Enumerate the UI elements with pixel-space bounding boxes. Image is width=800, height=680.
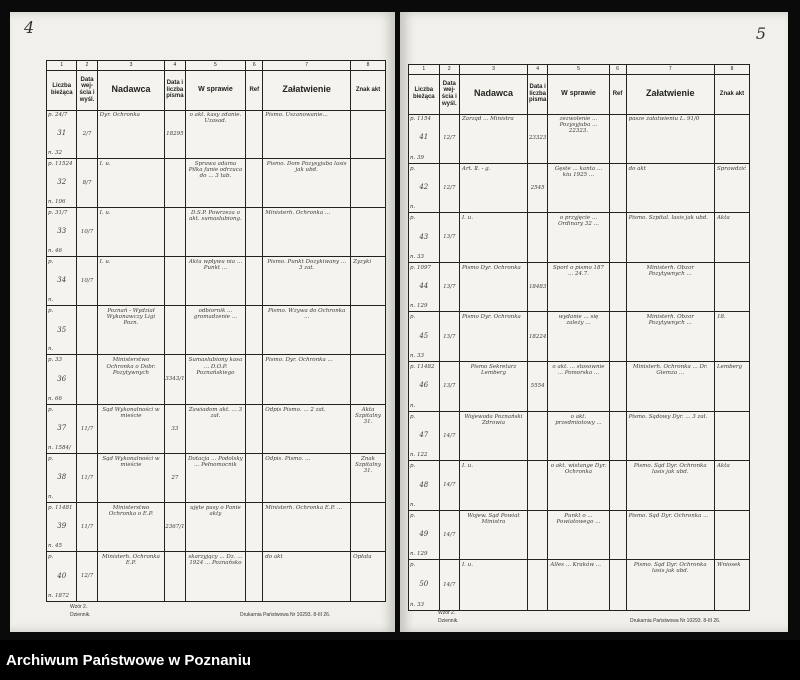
entry-subject: Akta wpływu nia ... Punkt ...: [186, 257, 247, 305]
entry-p: p.: [48, 455, 54, 462]
column-number: 1: [47, 61, 77, 70]
column-header: Załatwienie: [627, 74, 715, 114]
entry-p: p. 1097: [410, 264, 432, 271]
entry-date: 13/7: [440, 213, 460, 262]
entry-date: 14/7: [440, 560, 460, 610]
entry-subject: Dotacja ... Podolsky ... Pełnomocnik: [186, 454, 247, 502]
entry-resolution: Pismo. Wzywa do Ochronka ...: [263, 306, 351, 354]
entry-ref: [610, 362, 627, 411]
entry-sender: Ministerstwo Ochronka o E.P.: [98, 503, 166, 551]
entry-letter-number: [528, 412, 548, 461]
entry-p: p. 11481: [48, 504, 73, 511]
entry-letter-number: [528, 461, 548, 510]
entry-file-mark: Akta: [716, 463, 730, 470]
entry-number: [47, 110, 77, 158]
column-number: 5: [548, 65, 609, 74]
entry-subject: Sport o pismo 187 ... 24.7.: [548, 263, 609, 312]
entry-ref: [246, 503, 263, 551]
entry-letter-number: 2367/1: [165, 503, 185, 551]
column-number: 3: [98, 61, 166, 70]
column-number: 7: [627, 65, 715, 74]
entry-file-mark: Lemberg: [716, 363, 743, 370]
entry-sender: Ministerh. Ochronka E.P.: [98, 552, 166, 601]
entry-mid: 45: [419, 331, 429, 340]
table-row: [409, 114, 749, 164]
entry-file-mark: [351, 208, 385, 256]
entry-p: p.: [410, 165, 416, 172]
table-row: [409, 461, 749, 511]
entry-letter-number: 27: [165, 454, 185, 502]
entry-ref: [610, 164, 627, 213]
entry-resolution: Odpis Pismo. ... 2 zat.: [263, 405, 351, 453]
column-number: 2: [77, 61, 97, 70]
entry-date: [77, 306, 97, 354]
entry-n: n. 33: [410, 253, 425, 260]
entry-resolution: Pismo. Dom Pozysyjuba lasis jak ubd.: [263, 159, 351, 207]
entry-mid: 37: [57, 423, 67, 432]
entry-resolution: Pismo. Uszanowanie...: [263, 110, 351, 158]
entry-p: p.: [410, 512, 416, 519]
table-row: [47, 306, 385, 355]
entry-sender: Dyr. Ochronka: [98, 110, 166, 158]
entry-file-mark: [715, 263, 749, 312]
column-number: 8: [730, 65, 734, 72]
table-row: [409, 213, 749, 263]
entry-sender: Pismo Dyr. Ochronka: [460, 263, 528, 312]
entry-mid: 40: [57, 571, 67, 580]
entry-mid: 38: [57, 472, 67, 481]
entry-letter-number: 2545: [528, 164, 548, 213]
entry-date: 2/7: [77, 110, 97, 158]
entry-sender: Zarząd ... Ministra: [460, 114, 528, 163]
entry-n: n. 1872: [48, 592, 70, 599]
table-row: [409, 412, 749, 462]
entry-resolution: Ministerh. Ochronka E.P. ...: [263, 503, 351, 551]
archive-footer: [0, 640, 800, 680]
entry-sender: Sąd Wykonalności w mieście: [98, 405, 166, 453]
printer-imprint: Drukarnia Państwowa Nr 10293. 8-III 26.: [240, 612, 331, 618]
entry-ref: [246, 257, 263, 305]
printer-imprint: Drukarnia Państwowa Nr 10293. 8-III 26.: [630, 618, 721, 624]
table-row: [47, 159, 385, 208]
column-number: 3: [460, 65, 528, 74]
ledger-rows: [409, 114, 749, 610]
entry-sender: Wojewoda Poznański Zdrowia: [460, 412, 528, 461]
entry-number: [409, 114, 440, 163]
entry-number: [47, 257, 77, 305]
entry-number: [47, 503, 77, 551]
entry-n: n. 32: [48, 150, 63, 157]
entry-mid: 42: [419, 183, 429, 192]
entry-letter-number: 3343/1: [165, 355, 185, 403]
entry-number: [47, 405, 77, 453]
entry-resolution: do akt: [627, 164, 715, 213]
entry-n: n. 33: [410, 601, 425, 608]
entry-ref: [610, 213, 627, 262]
entry-file-mark: Wniosek: [716, 562, 741, 569]
column-header: Liczba bieżąca: [409, 74, 440, 114]
entry-subject: ujęte pasy o Panie akty: [186, 503, 247, 551]
entry-file-mark: [715, 114, 749, 163]
header-row: [47, 70, 385, 111]
entry-date: [77, 355, 97, 403]
entry-resolution: Ministerh. Obzor Pozytywnych ...: [627, 263, 715, 312]
table-row: [409, 560, 749, 610]
entry-mid: 33: [57, 227, 67, 236]
entry-letter-number: 5554: [528, 362, 548, 411]
entry-ref: [246, 405, 263, 453]
entry-letter-number: [528, 213, 548, 262]
entry-resolution: pasze załatwieniu L. 91/0: [627, 114, 715, 163]
column-number: 4: [165, 61, 185, 70]
entry-sender: Ⅰ. u.: [98, 159, 166, 207]
column-number: 1: [409, 65, 440, 74]
entry-resolution: Pismo. Sąd Dyr. Ochronka ...: [627, 511, 715, 560]
entry-sender: Ⅰ. u.: [460, 213, 528, 262]
column-number: 6: [246, 61, 263, 70]
ledger-table: [46, 60, 386, 602]
entry-date: 13/7: [440, 362, 460, 411]
entry-p: p.: [48, 308, 54, 315]
column-header: Ref: [246, 70, 263, 110]
table-row: [409, 263, 749, 313]
entry-file-mark: [351, 355, 385, 403]
entry-number: [47, 208, 77, 256]
column-header: Data i liczba pisma: [528, 74, 548, 114]
entry-letter-number: [165, 306, 185, 354]
entry-mid: 34: [57, 276, 67, 285]
entry-ref: [246, 208, 263, 256]
entry-number: [409, 164, 440, 213]
entry-subject: wydanie ... się zależy ...: [548, 312, 609, 361]
entry-sender: Ⅰ. u.: [98, 257, 166, 305]
entry-sender: Pismo Dyr. Ochronka: [460, 312, 528, 361]
entry-subject: odbiornik ... gromadzenie ...: [186, 306, 247, 354]
table-row: [47, 257, 385, 306]
entry-n: n. 106: [48, 199, 66, 206]
entry-ref: [610, 312, 627, 361]
entry-resolution: Ministerh. Ochronka ... Dr. Giemza ...: [627, 362, 715, 411]
entry-resolution: Pismo. Punkt Dozykiwany ... 3 zat.: [263, 257, 351, 305]
column-header: Liczba bieżąca: [47, 70, 77, 110]
entry-letter-number: 33: [165, 405, 185, 453]
entry-number: [409, 412, 440, 461]
form-type: Dziennik.: [438, 618, 459, 624]
entry-letter-number: 23323: [528, 114, 548, 163]
entry-number: [47, 159, 77, 207]
entry-sender: Ⅰ. u.: [460, 560, 528, 610]
entry-date: 14/7: [440, 461, 460, 510]
table-row: [47, 503, 385, 552]
entry-file-mark: Znak Szpitalny 31.: [355, 455, 381, 474]
form-label: Wzór 2.: [70, 604, 88, 610]
table-row: [47, 208, 385, 257]
entry-date: 13/7: [440, 263, 460, 312]
entry-subject: zezwolenie ... Pozysyjuba ... 22323.: [548, 114, 609, 163]
table-row: [47, 110, 385, 159]
entry-mid: 35: [57, 325, 67, 334]
ledger-rows: [47, 110, 385, 601]
entry-number: [47, 454, 77, 502]
entry-p: p.: [410, 215, 416, 222]
entry-number: [47, 552, 77, 601]
column-header: W sprawie: [548, 74, 609, 114]
column-header: Znak akt: [355, 86, 381, 93]
entry-number: [409, 263, 440, 312]
column-header: Znak akt: [719, 90, 745, 97]
entry-n: n. 122: [410, 452, 428, 459]
entry-file-mark: Akta: [716, 215, 730, 222]
page-number: 4: [24, 18, 35, 37]
column-header: Nadawca: [460, 74, 528, 114]
entry-date: 12/7: [440, 114, 460, 163]
entry-n: n.: [48, 493, 54, 500]
entry-resolution: Pismo. Sąd Dyr. Ochronka lasis jak ubd.: [627, 461, 715, 510]
page-number: 5: [755, 24, 766, 43]
entry-mid: 50: [419, 580, 429, 589]
entry-sender: Ⅰ. u.: [460, 461, 528, 510]
entry-mid: 41: [419, 133, 429, 142]
entry-ref: [610, 511, 627, 560]
entry-subject: Gęste ... kanta ... kiu 1925 ...: [548, 164, 609, 213]
entry-number: [409, 213, 440, 262]
entry-subject: o akt. wistange Dyr. Ochronka: [548, 461, 609, 510]
entry-resolution: Ministerh. Obzor Pozytywnych ...: [627, 312, 715, 361]
entry-subject: o akt. przedmiotowy ...: [548, 412, 609, 461]
entry-subject: o akt. ... stosownie ... Pomorska ...: [548, 362, 609, 411]
entry-n: n.: [48, 346, 54, 353]
entry-mid: 48: [419, 480, 429, 489]
entry-ref: [246, 454, 263, 502]
table-row: [409, 362, 749, 412]
entry-resolution: Odpis. Pismo. ...: [263, 454, 351, 502]
column-header: Data wej- ścia i wyśl.: [77, 70, 97, 110]
entry-letter-number: 18224: [528, 312, 548, 361]
entry-ref: [246, 355, 263, 403]
entry-letter-number: [528, 560, 548, 610]
entry-mid: 36: [57, 374, 67, 383]
entry-letter-number: [528, 511, 548, 560]
entry-subject: skarzyjący ... Dz. ... 1924 ... Poznańsko: [186, 552, 247, 601]
entry-date: 13/7: [440, 312, 460, 361]
entry-sender: Art. Ⅱ. - g.: [460, 164, 528, 213]
entry-resolution: Pismo. Sąd Dyr. Ochronka lasis jak ubd.: [627, 560, 715, 610]
column-header: Ref: [610, 74, 627, 114]
entry-n: n. 66: [48, 395, 63, 402]
entry-date: 11/7: [77, 454, 97, 502]
column-header: Nadawca: [98, 70, 166, 110]
entry-sender: Sąd Wykonalności w mieście: [98, 454, 166, 502]
entry-resolution: Pismo. Szpital. lasis jak ubd.: [627, 213, 715, 262]
table-row: [409, 312, 749, 362]
entry-letter-number: [165, 257, 185, 305]
entry-number: [409, 312, 440, 361]
entry-subject: Alles ... Kraków ...: [548, 560, 609, 610]
entry-sender: Pismo Sekretarz Lemberg: [460, 362, 528, 411]
entry-n: n. 33: [410, 352, 425, 359]
column-header: Załatwienie: [263, 70, 351, 110]
table-row: [409, 164, 749, 214]
entry-file-mark: [351, 110, 385, 158]
column-number: 8: [366, 61, 370, 68]
entry-letter-number: [165, 159, 185, 207]
entry-date: 12/7: [77, 552, 97, 601]
entry-resolution: Ministerh. Ochronka ...: [263, 208, 351, 256]
column-header: W sprawie: [186, 70, 247, 110]
entry-ref: [246, 552, 263, 601]
column-number: 5: [186, 61, 247, 70]
entry-file-mark: [351, 306, 385, 354]
entry-date: 11/7: [77, 503, 97, 551]
entry-mid: 49: [419, 530, 429, 539]
entry-letter-number: 18295: [165, 110, 185, 158]
entry-subject: Sprawa adama Pilka fanie odrzuca do ... 3 tab.: [186, 159, 247, 207]
entry-subject: o przyjęcie ... Ordinary 32 ...: [548, 213, 609, 262]
entry-date: 11/7: [77, 405, 97, 453]
entry-date: 14/7: [440, 412, 460, 461]
column-header: Data wej- ścia i wyśl.: [440, 74, 460, 114]
entry-p: p.: [410, 413, 416, 420]
header-row: [409, 74, 749, 115]
entry-mid: 32: [57, 178, 67, 187]
entry-date: 8/7: [77, 159, 97, 207]
entry-ref: [610, 263, 627, 312]
table-row: [47, 552, 385, 601]
archive-label: Archiwum Państwowe w Poznaniu: [6, 652, 252, 669]
entry-file-mark: Zyzyki: [353, 259, 372, 266]
entry-n: n.: [410, 402, 416, 409]
entry-resolution: do akt: [263, 552, 351, 601]
entry-number: [47, 355, 77, 403]
entry-number: [409, 560, 440, 610]
column-number: 2: [440, 65, 460, 74]
column-header: Data i liczba pisma: [165, 70, 185, 110]
entry-ref: [610, 560, 627, 610]
entry-number: [409, 461, 440, 510]
table-row: [47, 454, 385, 503]
entry-mid: 44: [419, 282, 429, 291]
entry-mid: 47: [419, 431, 429, 440]
entry-p: p.: [48, 259, 54, 266]
entry-subject: Zawiadom akt. ... 3 zał.: [186, 405, 247, 453]
entry-p: p.: [410, 463, 416, 470]
entry-file-mark: Opłata: [353, 553, 372, 560]
entry-p: p.: [48, 553, 54, 560]
entry-date: 14/7: [440, 511, 460, 560]
column-number: 6: [610, 65, 627, 74]
entry-n: n. 45: [48, 542, 63, 549]
entry-p: p.: [410, 562, 416, 569]
entry-p: p. 1154: [410, 116, 432, 122]
entry-sender: Poznań - Wydział Wykonawczy Ligi Pozn.: [98, 306, 166, 354]
entry-number: [409, 511, 440, 560]
entry-p: p. 31/7: [48, 210, 68, 217]
entry-ref: [610, 114, 627, 163]
entry-p: p. 24/7: [48, 112, 68, 118]
entry-date: 10/7: [77, 257, 97, 305]
entry-p: p.: [48, 406, 54, 413]
entry-mid: 46: [419, 381, 429, 390]
entry-n: n. 39: [410, 154, 425, 161]
entry-sender: Ministerstwo Ochronka o Dobr. Pozytywnych: [98, 355, 166, 403]
table-row: [409, 511, 749, 561]
entry-n: n.: [48, 297, 54, 304]
entry-date: 12/7: [440, 164, 460, 213]
entry-sender: Wojew. Sąd Powiat Ministra: [460, 511, 528, 560]
entry-n: n. 129: [410, 303, 428, 310]
form-label: Wzór 2.: [438, 610, 456, 616]
entry-file-mark: [351, 159, 385, 207]
entry-mid: 31: [57, 129, 67, 138]
entry-file-mark: [715, 511, 749, 560]
left-page: [10, 12, 395, 632]
entry-number: [409, 362, 440, 411]
entry-ref: [246, 159, 263, 207]
entry-p: p.: [410, 314, 416, 321]
ledger-table: [408, 64, 750, 611]
entry-subject: D.S.P. Powrzeza o akt. sumaslubiong.: [186, 208, 247, 256]
entry-p: p. 11524: [48, 161, 73, 168]
entry-file-mark: Akta Szpitalny 31.: [355, 406, 381, 425]
entry-mid: 43: [419, 232, 429, 241]
column-number: 4: [528, 65, 548, 74]
entry-resolution: Pismo. Dyr. Ochronka ...: [263, 355, 351, 403]
entry-letter-number: [165, 552, 185, 601]
table-row: [47, 405, 385, 454]
entry-ref: [246, 306, 263, 354]
entry-n: n. 46: [48, 248, 63, 255]
entry-subject: Punkt o ... Powiatowego ...: [548, 511, 609, 560]
table-row: [47, 355, 385, 404]
entry-date: 10/7: [77, 208, 97, 256]
entry-ref: [610, 461, 627, 510]
column-number: 7: [263, 61, 351, 70]
entry-ref: [610, 412, 627, 461]
entry-ref: [246, 110, 263, 158]
entry-file-mark: Sprawdzić: [716, 165, 747, 172]
entry-subject: o akt. kasy zdanie. Uzasad.: [186, 110, 247, 158]
entry-file-mark: [715, 412, 749, 461]
entry-n: n. 129: [410, 551, 428, 558]
entry-n: n.: [410, 501, 416, 508]
entry-letter-number: [165, 208, 185, 256]
form-type: Dziennik.: [70, 612, 91, 618]
entry-n: n.: [410, 204, 416, 211]
entry-sender: Ⅰ. u.: [98, 208, 166, 256]
entry-subject: Sumaslubiony kasa ... D.O.P. Poznańskiego: [186, 355, 247, 403]
entry-file-mark: [351, 503, 385, 551]
entry-resolution: Pismo. Sądowy Dyr. ... 3 zał.: [627, 412, 715, 461]
entry-number: [47, 306, 77, 354]
entry-file-mark: 18.: [716, 314, 726, 321]
entry-letter-number: 18483: [528, 263, 548, 312]
entry-p: p. 33: [48, 357, 63, 364]
entry-p: p. 11482: [410, 363, 435, 370]
entry-mid: 39: [57, 521, 67, 530]
right-page: [400, 12, 788, 632]
entry-n: n. 1584/: [48, 444, 71, 451]
